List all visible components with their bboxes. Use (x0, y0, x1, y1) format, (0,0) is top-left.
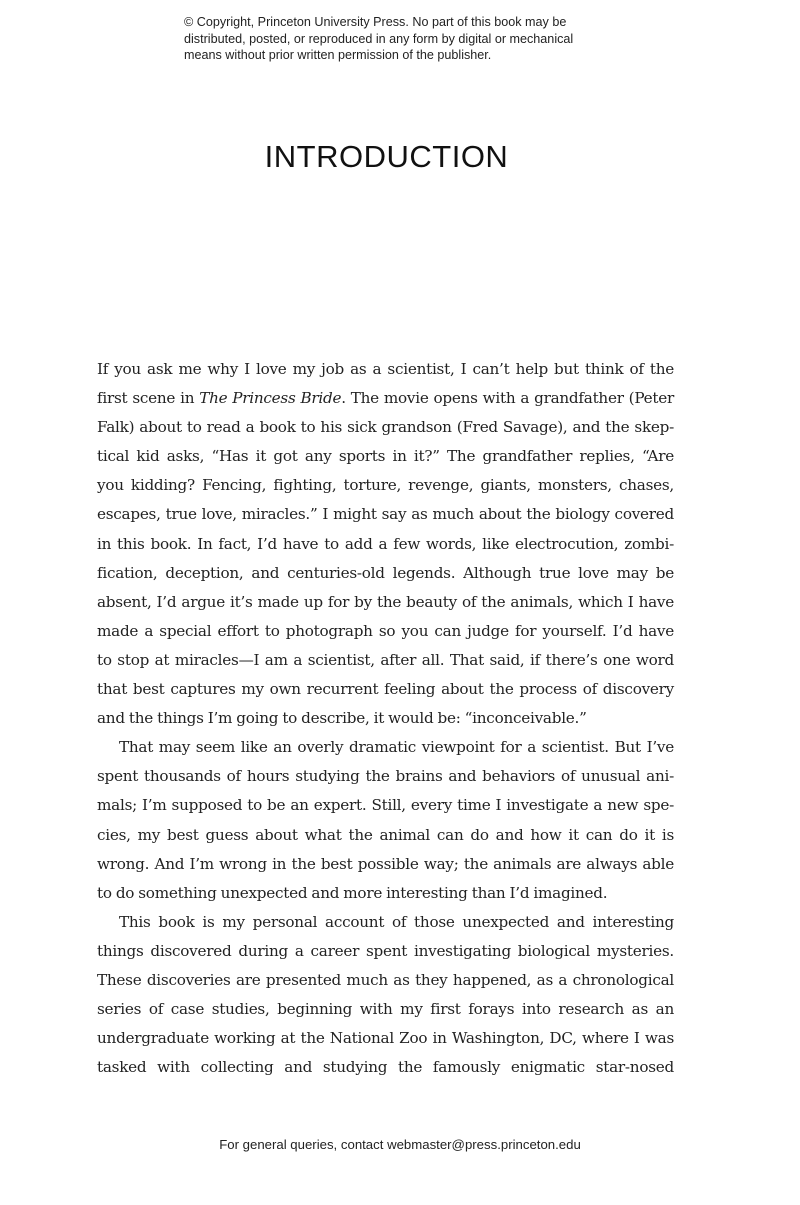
book-title-italic: The Princess Bride (199, 389, 342, 408)
text-line: If you ask me why I love my job as a scientist, I can’t help but think of the (97, 360, 674, 378)
text-line: you kidding? Fencing, fighting, torture, revenge, giants, monsters, chases, (97, 476, 674, 495)
copyright-notice (184, 14, 654, 64)
text-line: These discoveries are presented much as they happened, as a chronological (97, 970, 674, 989)
text-line: in this book. In fact, I’d have to add a few words, like electrocution, zombi- (97, 534, 674, 553)
copyright-line: © Copyright, Princeton University Press. No part of this book may be (184, 15, 567, 29)
text-line: Falk) about to read a book to his sick grandson (Fred Savage), and the skep- (97, 418, 674, 437)
text-line: escapes, true love, miracles.” I might say as much about the biology covered (97, 505, 674, 524)
text-line: that best captures my own recurrent feeling about the process of discovery (97, 680, 674, 699)
text-line: mals; I’m supposed to be an expert. Still, every time I investigate a new spe- (97, 796, 674, 815)
text-line: undergraduate working at the National Zoo in Washington, DC, where I was (97, 1029, 674, 1048)
paragraph-2 (97, 733, 674, 908)
paragraph-3 (97, 908, 674, 1083)
text-span: first scene in (97, 389, 200, 408)
text-span: . The movie opens with a grandfather (Peter (341, 389, 674, 408)
text-line: things discovered during a career spent investigating biological mysteries. (97, 941, 674, 960)
text-line: made a special effort to photograph so you can judge for yourself. I’d have (97, 621, 674, 640)
chapter-body (97, 355, 674, 1082)
paragraph-1 (97, 355, 674, 733)
copyright-line: means without prior written permission of the publisher. (184, 48, 492, 62)
text-line: to stop at miracles—I am a scientist, after all. That said, if there’s one word (97, 650, 674, 669)
text-line: tical kid asks, “Has it got any sports in it?” The grandfather replies, “Are (97, 447, 674, 466)
text-line: spent thousands of hours studying the brains and behaviors of unusual ani- (97, 767, 674, 786)
text-line: to do something unexpected and more interesting than I’d imagined. (97, 883, 608, 902)
text-line: cies, my best guess about what the animal can do and how it can do it is (97, 825, 674, 844)
text-line: fication, deception, and centuries-old legends. Although true love may be (97, 563, 674, 582)
footer-contact: For general queries, contact webmaster@press.princeton.edu (219, 1137, 581, 1152)
text-line (97, 384, 674, 413)
text-line: That may seem like an overly dramatic viewpoint for a scientist. But I’ve (119, 738, 674, 757)
chapter-title: INTRODUCTION (264, 139, 509, 174)
text-line: wrong. And I’m wrong in the best possible way; the animals are always able (97, 854, 674, 873)
text-line: absent, I’d argue it’s made up for by the beauty of the animals, which I have (97, 592, 674, 611)
copyright-line: distributed, posted, or reproduced in any form by digital or mechanical (184, 31, 574, 46)
text-line: series of case studies, beginning with my first forays into research as an (97, 1000, 674, 1019)
text-line: and the things I’m going to describe, it would be: “inconceivable.” (97, 709, 587, 728)
text-line: tasked with collecting and studying the famously enigmatic star-nosed (97, 1058, 674, 1077)
text-line: This book is my personal account of those unexpected and interesting (119, 912, 674, 931)
